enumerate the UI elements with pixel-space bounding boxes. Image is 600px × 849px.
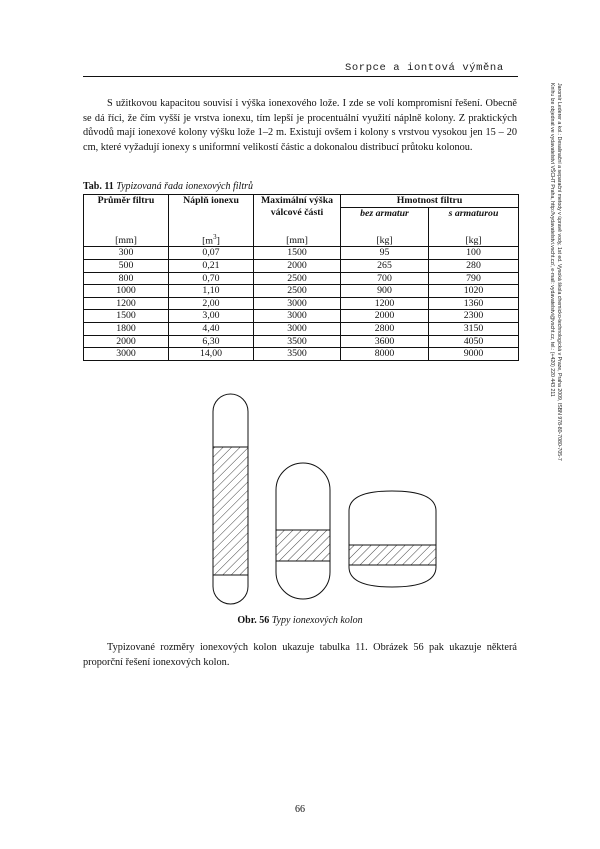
table-cell: 700: [341, 272, 429, 285]
table-cell: 280: [429, 260, 519, 273]
table-caption-label: Tab. 11: [83, 181, 114, 192]
table-cell: 3500: [254, 348, 341, 361]
table-cell: 500: [84, 260, 169, 273]
side-note-line-2: Knihu lze objednat ve vydavatelství VŠCHT Praha, http://vydavatelstvi.vscht.cz/, e-mail: vydavatelstvi@vscht.cz, tel.: (+420) 220 443 211: [549, 83, 556, 397]
header-with-fittings: s armaturou: [429, 207, 519, 232]
table-cell: 265: [341, 260, 429, 273]
columns-drawing: [0, 390, 600, 610]
table-cell: 2000: [341, 310, 429, 323]
table-cell: 1020: [429, 285, 519, 298]
table-cell: 1500: [254, 247, 341, 260]
table-cell: 300: [84, 247, 169, 260]
table-row: [84, 335, 519, 348]
table-cell: 8000: [341, 348, 429, 361]
table-row: [84, 247, 519, 260]
table-cell: 95: [341, 247, 429, 260]
unit-cell: [mm]: [84, 232, 169, 247]
table-row: [84, 272, 519, 285]
header-weight: Hmotnost filtru: [341, 195, 519, 208]
table-cell: 100: [429, 247, 519, 260]
table-cell: 3000: [254, 297, 341, 310]
medium-column-shape: [276, 463, 330, 599]
paragraph-dimensions: [83, 641, 517, 670]
table-cell: 0,07: [169, 247, 254, 260]
figure-caption-label: Obr. 56: [237, 615, 270, 626]
table-cell: 2000: [84, 335, 169, 348]
table-cell: 4050: [429, 335, 519, 348]
header-max-height: Maximální výška válcové části: [254, 195, 341, 232]
paragraph-text: Typizované rozměry ionexových kolon ukazuje tabulka 11. Obrázek 56 pak ukazuje některá proporční řešení ionexových kolon.: [83, 642, 517, 668]
unit-cell: [mm]: [254, 232, 341, 247]
table-cell: 3500: [254, 335, 341, 348]
table-cell: 9000: [429, 348, 519, 361]
table-cell: 2500: [254, 285, 341, 298]
table-row: [84, 260, 519, 273]
running-header: Sorpce a iontová výměna: [345, 62, 504, 74]
table-cell: 3000: [254, 323, 341, 336]
table-body: [84, 247, 519, 360]
header-rule: [83, 76, 518, 77]
table-cell: 3000: [254, 310, 341, 323]
figure-caption: [0, 615, 600, 626]
table-cell: 1,10: [169, 285, 254, 298]
table-cell: 0,70: [169, 272, 254, 285]
table-cell: 14,00: [169, 348, 254, 361]
paragraph-capacity: [83, 97, 517, 155]
header-without-fittings: bez armatur: [341, 207, 429, 232]
table-cell: 0,21: [169, 260, 254, 273]
paragraph-text: S užitkovou kapacitou souvisí i výška ionexového lože. I zde se volí kompromisní řešení. Obecně se dá říci, že čím vyšší je vrstva ionexu, tím lepší je procentuální využití náplně kolony. Z praktických důvodů mají ionexové kolony výšku lože 1–2 m. Existují ovšem i kolony s vrstvou vysokou jen 15 – 20 cm, které vyžadují ionexy s uniformní velikostí částic a dokonalou distribucí průtoku kolonou.: [83, 98, 517, 153]
table-cell: 1000: [84, 285, 169, 298]
figure-ion-exchange-columns: [0, 390, 600, 610]
table-row: [84, 348, 519, 361]
table-cell: 1500: [84, 310, 169, 323]
table-cell: 900: [341, 285, 429, 298]
unit-cell: $[m^3]$: [169, 232, 254, 247]
table-cell: 2000: [254, 260, 341, 273]
table-cell: 2500: [254, 272, 341, 285]
table-cell: 800: [84, 272, 169, 285]
table-cell: 1200: [84, 297, 169, 310]
unit-cell: [kg]: [341, 232, 429, 247]
table-caption-text: Typizovaná řada ionexových filtrů: [116, 181, 253, 192]
table-row: [84, 297, 519, 310]
side-note-line-1: Jaromír Lederer a kol.: Desalinační a separační metody v úpravě vody, 1st ed. Vysoká škola chemicko-technologická v Praze, Praha 2009, ISBN 978-80-7080-705-7: [556, 83, 562, 461]
table-caption: [83, 181, 253, 192]
header-diameter: Průměr filtru: [84, 195, 169, 232]
header-fill: Náplň ionexu: [169, 195, 254, 232]
table-cell: 4,40: [169, 323, 254, 336]
figure-caption-text: Typy ionexových kolon: [271, 615, 363, 626]
table-cell: 3150: [429, 323, 519, 336]
table-cell: 1360: [429, 297, 519, 310]
table-cell: 3,00: [169, 310, 254, 323]
table-cell: 1800: [84, 323, 169, 336]
page-number: 66: [295, 804, 305, 815]
table-row: [84, 285, 519, 298]
wide-column-shape: [349, 491, 436, 587]
filter-table: [83, 194, 519, 361]
table-cell: 2,00: [169, 297, 254, 310]
table-cell: 2800: [341, 323, 429, 336]
table-row: [84, 310, 519, 323]
table-cell: 3000: [84, 348, 169, 361]
table-cell: 2300: [429, 310, 519, 323]
table-cell: 6,30: [169, 335, 254, 348]
table-cell: 3600: [341, 335, 429, 348]
table-cell: 790: [429, 272, 519, 285]
table-row: [84, 323, 519, 336]
table-cell: 1200: [341, 297, 429, 310]
unit-cell: [kg]: [429, 232, 519, 247]
tall-column-shape: [213, 394, 248, 604]
